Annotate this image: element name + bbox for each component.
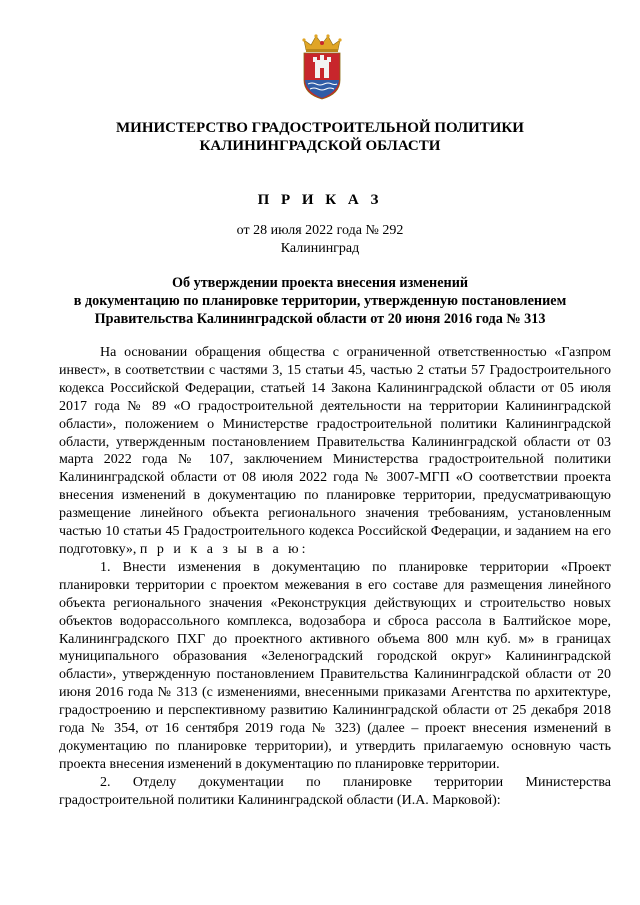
order-city: Калининград [280, 241, 360, 256]
coat-of-arms-icon [300, 34, 344, 100]
preamble-text: На основании обращения общества с ограниченной ответственностью «Газпром инвест», в соответствии с частями 3, 15 статьи 45, частью 2 статьи 57 Градостроительного кодекса Российской Федерации, статьей 14 Закона Калининградской области от 05 июля 2017 года № 89 «О градостроительной деятельности на территории Калининградской области», положением о Министерстве градостроительной политики Калининградской области, утвержденным постановлением Правительства Калининградской области от 03 марта 2022 года № 107, заключением Министерства градостроительной политики Калининградской области от 08 июля 2022 года № 3007-МГП «О соответствии проекта внесения изменений в документацию по планировке территории, предусматривающую размещение линейного объекта регионального значения требованиям, установленным частью 10 статьи 45 Градостроительного кодекса Российской Федерации, и заданием на его подготовку», [59, 345, 611, 557]
order-subject-line2: в документацию по планировке территории, утвержденную постановлением [73, 293, 567, 309]
order-date-block [60, 222, 580, 258]
decree-word: п р и к а з ы в а ю: [139, 541, 309, 557]
order-title: П Р И К А З [257, 192, 383, 208]
ministry-name [60, 119, 580, 155]
item-2-paragraph: 2. Отделу документации по планировке территории Министерства градостроительной политики Калининградской области (И.А. Марковой): [59, 774, 611, 808]
order-subject-line3: Правительства Калининградской области от 20 июня 2016 года № 313 [94, 311, 546, 327]
order-date-number: от 28 июля 2022 года № 292 [236, 223, 404, 238]
ministry-name-line2: КАЛИНИНГРАДСКОЙ ОБЛАСТИ [199, 138, 441, 154]
ministry-name-line1: МИНИСТЕРСТВО ГРАДОСТРОИТЕЛЬНОЙ ПОЛИТИКИ [116, 120, 524, 136]
order-body [59, 344, 611, 810]
order-subject-line1: Об утверждении проекта внесения изменений [171, 275, 469, 291]
order-subject [50, 274, 590, 328]
item-1-paragraph: 1. Внести изменения в документацию по планировке территории «Проект планировки территории с проектом межевания в его составе для размещения линейного объекта регионального значения «Реконструкция действующих и строительство новых объектов водорассольного комплекса, водозабора и сброса рассола в Балтийское море, Калининградского ПХГ до проектного активного объема 800 млн куб. м» в границах муниципального образования «Зеленоградский городской округ» Калининградской области», утвержденную постановлением Правительства Калининградской области от 20 июня 2016 года № 313 (с изменениями, внесенными приказами Агентства по архитектуре, градостроению и перспективному развитию Калининградской области от 25 декабря 2018 года № 354, от 16 сентября 2019 года № 323) (далее – проект внесения изменений в документацию по планировке территории), и утвердить прилагаемую основную часть проекта внесения изменений в документацию по планировке территории. [59, 559, 611, 772]
preamble-paragraph [59, 344, 611, 559]
